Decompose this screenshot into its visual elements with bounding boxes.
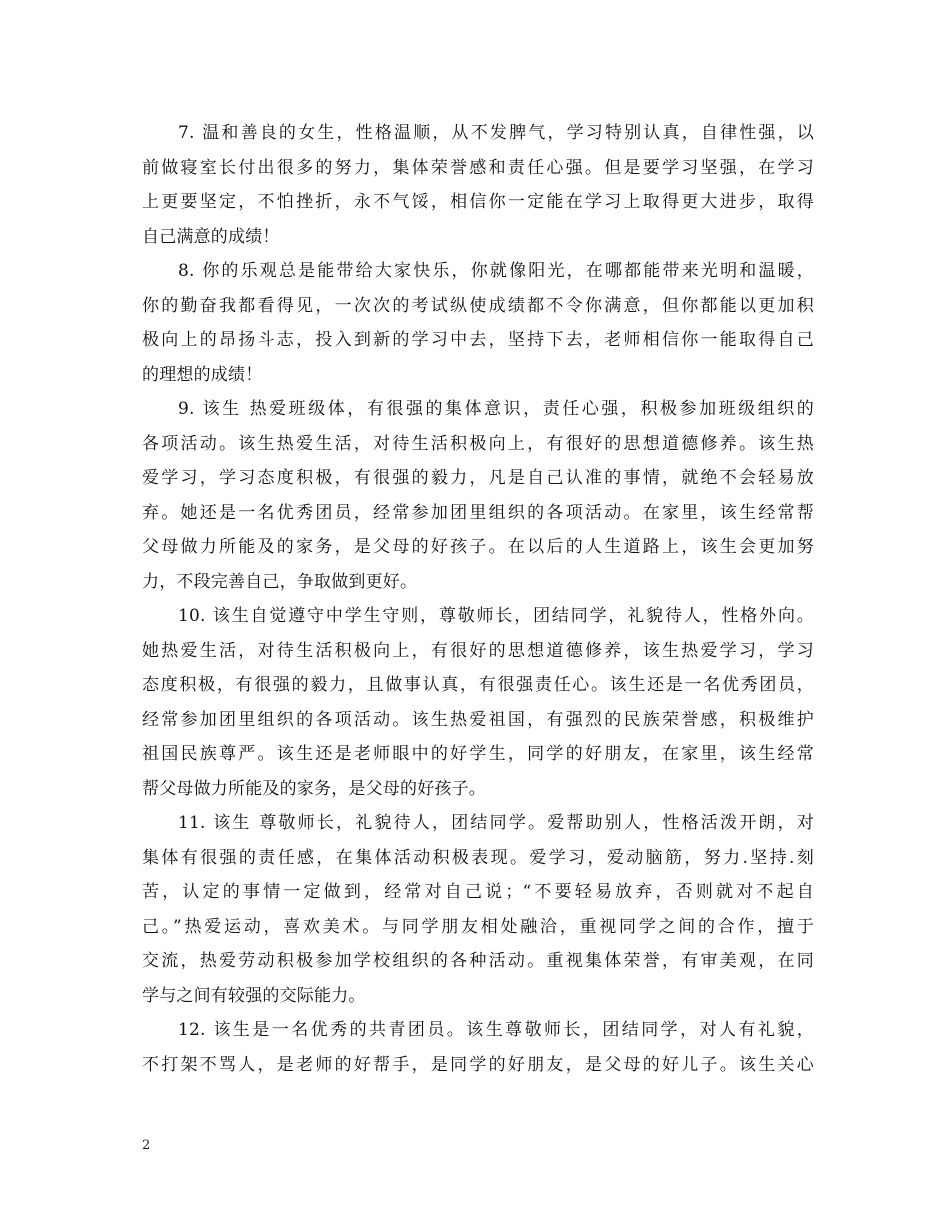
text-line: 集体有很强的责任感，在集体活动积极表现。爱学习，爱动脑筋，努力.坚持.刻: [142, 847, 814, 868]
text-line: 7. 温和善良的女生，性格温顺，从不发脾气，学习特别认真，自律性强，以: [178, 123, 814, 143]
text-line: 的理想的成绩！: [142, 364, 263, 385]
paragraph-12: [142, 1013, 814, 1082]
text-line: 己。”热爱运动，喜欢美术。与同学朋友相处融洽，重视同学之间的合作，擅于: [142, 916, 814, 937]
text-line: 帮父母做力所能及的家务，是父母的好孩子。: [142, 778, 486, 799]
text-line: 各项活动。该生热爱生活，对待生活积极向上，有很好的思想道德修养。该生热: [142, 433, 814, 454]
text-line: 8. 你的乐观总是能带给大家快乐，你就像阳光，在哪都能带来光明和温暖，: [178, 261, 814, 281]
paragraph-10: [142, 599, 814, 806]
text-line: 12. 该生是一名优秀的共青团员。该生尊敬师长，团结同学，对人有礼貌，: [178, 1020, 814, 1040]
text-line: 自己满意的成绩！: [142, 226, 280, 247]
document-body: [142, 116, 814, 1082]
text-line: 苦，认定的事情一定做到，经常对自己说；“不要轻易放弃，否则就对不起自: [142, 882, 814, 902]
text-line: 弃。她还是一名优秀团员，经常参加团里组织的各项活动。在家里，该生经常帮: [142, 502, 814, 523]
text-line: 祖国民族尊严。该生还是老师眼中的好学生，同学的好朋友，在家里，该生经常: [142, 744, 814, 764]
text-line: 你的勤奋我都看得见，一次次的考试纵使成绩都不令你满意，但你都能以更加积: [142, 295, 814, 316]
text-line: 不打架不骂人，是老师的好帮手，是同学的好朋友，是父母的好儿子。该生关心: [142, 1054, 814, 1075]
text-line: 父母做力所能及的家务，是父母的好孩子。在以后的人生道路上，该生会更加努: [142, 537, 814, 557]
text-line: 9. 该生 热爱班级体，有很强的集体意识，责任心强，积极参加班级组织的: [178, 399, 814, 419]
text-line: 学与之间有较强的交际能力。: [142, 985, 366, 1006]
text-line: 力，不段完善自己，争取做到更好。: [142, 571, 418, 592]
text-line: 态度积极，有很强的毅力，且做事认真，有很强责任心。该生还是一名优秀团员，: [142, 675, 814, 695]
text-line: 爱学习，学习态度积极，有很强的毅力，凡是自己认准的事情，就绝不会轻易放: [142, 468, 814, 488]
text-line: 极向上的昂扬斗志，投入到新的学习中去，坚持下去，老师相信你一能取得自己: [142, 330, 814, 350]
text-line: 经常参加团里组织的各项活动。该生热爱祖国，有强烈的民族荣誉感，积极维护: [142, 709, 814, 730]
text-line: 交流，热爱劳动积极参加学校组织的各种活动。重视集体荣誉，有审美观，在同: [142, 951, 814, 971]
paragraph-11: [142, 806, 814, 1013]
paragraph-7: [142, 116, 814, 254]
text-line: 前做寝室长付出很多的努力，集体荣誉感和责任心强。但是要学习坚强，在学习: [142, 157, 814, 178]
text-line: 11. 该生 尊敬师长，礼貌待人，团结同学。爱帮助别人，性格活泼开朗，对: [178, 813, 814, 833]
text-line: 她热爱生活，对待生活积极向上，有很好的思想道德修养，该生热爱学习，学习: [142, 640, 814, 661]
text-line: 10. 该生自觉遵守中学生守则，尊敬师长，团结同学，礼貌待人，性格外向。: [178, 606, 814, 626]
paragraph-9: [142, 392, 814, 599]
paragraph-8: [142, 254, 814, 392]
text-line: 上更要坚定，不怕挫折，永不气馁，相信你一定能在学习上取得更大进步，取得: [142, 192, 814, 212]
page-number: 2: [142, 1138, 151, 1153]
